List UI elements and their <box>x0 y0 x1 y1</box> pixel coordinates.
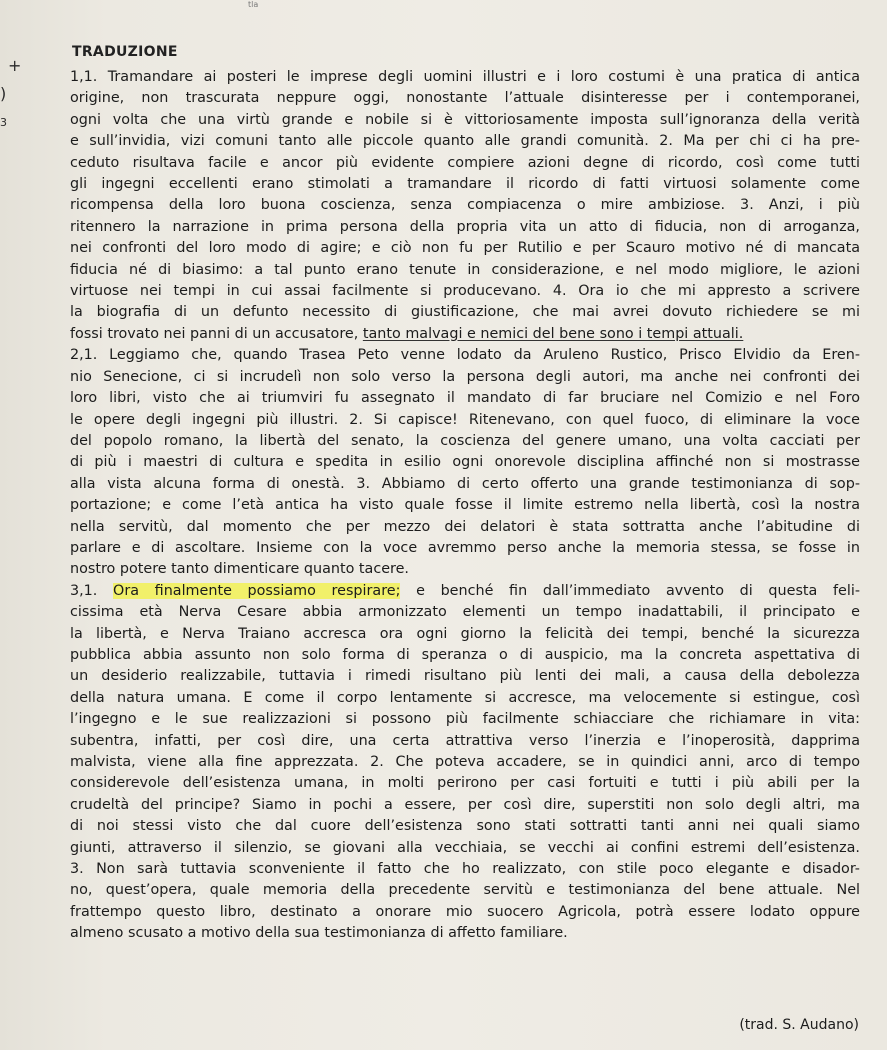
text-line: 3,1. Ora finalmente possiamo respirare; e benché fin dall’immediato avvento di questa feli- <box>70 582 860 599</box>
section-heading: TRADUZIONE <box>72 44 178 60</box>
text-line: 1,1. Tramandare ai posteri le imprese degli uomini illustri e i loro costumi è una pratica di antica <box>70 69 860 85</box>
translator-credit: (trad. S. Audano) <box>739 1017 859 1033</box>
text-line: nei confronti del loro modo di agire; e ciò non fu per Rutilio e per Scauro motivo né di mancata <box>70 240 860 257</box>
text-line: pubblica abbia assunto non solo forma di speranza o di auspicio, ma la concreta aspettativa di <box>70 646 860 663</box>
text-line: gli ingegni eccellenti erano stimolati a tramandare il ricordo di fatti virtuosi solamente come <box>70 176 860 193</box>
text-line: e sull’invidia, vizi comuni tanto alle piccole quanto alle grandi comunità. 2. Ma per chi ci ha pre- <box>70 133 860 150</box>
margin-plus-mark: + <box>8 56 22 75</box>
top-edge-fragment: tla <box>248 0 259 9</box>
text-line: ceduto risultava facile e ancor più evidente compiere azioni degne di ricordo, così come tutti <box>70 154 860 171</box>
text-line: cissima età Nerva Cesare abbia armonizzato elementi un tempo inadattabili, il principato e <box>70 604 860 621</box>
text-line: nio Senecione, ci si incrudelì non solo verso la persona degli autori, ma anche nei confronti dei <box>70 368 860 385</box>
text-line: nella servitù, dal momento che per mezzo dei delatori è stata sottratta anche l’abitudine di <box>70 518 860 535</box>
text-line: considerevole dell’esistenza umana, in molti perirono per casi fortuiti e tutti i più abili per la <box>70 775 860 792</box>
text-line: fiducia né di biasimo: a tal punto erano tenute in considerazione, e nel modo migliore, le azioni <box>70 261 860 278</box>
text-line: della natura umana. E come il corpo lentamente si accresce, ma velocemente si estingue, così <box>70 689 860 706</box>
text-line: la libertà, e Nerva Traiano accresca ora ogni giorno la felicità dei tempi, benché la sicurezza <box>70 625 860 642</box>
text-line: fossi trovato nei panni di un accusatore, tanto malvagi e nemici del bene sono i tempi attuali. <box>70 325 744 342</box>
text-line: no, quest’opera, quale memoria della precedente servitù e testimonianza del bene attuale. Nel <box>70 882 860 899</box>
text-line: ricompensa della loro buona coscienza, senza compiacenza o mire ambiziose. 3. Anzi, i più <box>70 197 860 214</box>
underlined-phrase: tanto malvagi e nemici del bene sono i tempi attuali. <box>362 325 744 342</box>
left-margin-marks <box>0 0 20 200</box>
text-line: virtuose nei tempi in cui assai facilmente si producevano. 4. Ora io che mi appresto a scrivere <box>70 283 860 300</box>
text-line: origine, non trascurata neppure oggi, nonostante l’attuale disinteresse per i contemporanei, <box>70 90 860 107</box>
text-line: di più i maestri di cultura e spedita in esilio ogni onorevole disciplina affinché non si mostrasse <box>70 454 860 471</box>
text-line: frattempo questo libro, destinato a onorare mio suocero Agricola, potrà essere lodato oppure <box>70 903 860 920</box>
text-line: 2,1. Leggiamo che, quando Trasea Peto venne lodato da Aruleno Rustico, Prisco Elvidio da Eren- <box>70 347 860 364</box>
text-line: giunti, attraverso il silenzio, se giovani alla vecchiaia, se vecchi ai confini estremi dell’esistenza. <box>70 839 860 856</box>
text-line: ogni volta che una virtù grande e nobile si è vittoriosamente imposta sull’ignoranza della verità <box>70 111 860 128</box>
text-line: portazione; e come l’età antica ha visto quale fosse il limite estremo nella libertà, così la nostra <box>70 497 860 514</box>
text-line: l’ingegno e le sue realizzazioni si possono più facilmente schiacciare che richiamare in vita: <box>70 711 860 728</box>
text-line: parlare e di ascoltare. Insieme con la voce avremmo perso anche la memoria stessa, se fosse in <box>70 539 860 556</box>
highlighted-phrase: Ora finalmente possiamo respirare; <box>113 582 401 599</box>
text-line: crudeltà del principe? Siamo in pochi a essere, per così dire, superstiti non solo degli altri, ma <box>70 796 860 813</box>
text-line: 3. Non sarà tuttavia sconveniente il fatto che ho realizzato, con stile poco elegante e disador- <box>70 861 860 878</box>
text-line: un desiderio realizzabile, tuttavia i rimedi risultano più lenti dei mali, a causa della debolezza <box>70 668 860 685</box>
text-line: ritennero la narrazione in prima persona della propria vita un atto di fiducia, non di arroganza, <box>70 218 860 235</box>
text-line: del popolo romano, la libertà del senato, la coscienza del genere umano, una volta cacciati per <box>70 432 860 449</box>
text-line: le opere degli ingegni più illustri. 2. Si capisce! Ritenevano, con quel fuoco, di eliminare la voce <box>70 411 860 428</box>
text-line: malvista, viene alla fine apprezzata. 2. Che poteva accadere, se in quindici anni, arco di tempo <box>70 754 860 770</box>
text-line: almeno scusato a motivo della sua testimonianza di affetto familiare. <box>70 925 568 942</box>
text-line: loro libri, visto che ai triumviri fu assegnato il mandato di far bruciare nel Comizio e nel Foro <box>70 390 860 407</box>
margin-number-mark: 3 <box>0 116 7 129</box>
text-line: di noi stessi visto che dal cuore dell’esistenza sono stati sottratti tanti anni nei quali siamo <box>70 818 860 835</box>
translation-body <box>70 67 860 945</box>
text-line: la biografia di un defunto necessito di giustificazione, che mai avrei dovuto richiedere se mi <box>70 304 860 321</box>
text-line: subentra, infatti, per così dire, una certa attrattiva verso l’inerzia e l’inoperosità, dapprima <box>70 732 860 749</box>
text-line: alla vista alcuna forma di onestà. 3. Abbiamo di certo offerto una grande testimonianza di sop- <box>70 475 860 492</box>
margin-paren-mark: ) <box>0 84 7 103</box>
text-line: nostro potere tanto dimenticare quanto tacere. <box>70 561 409 578</box>
